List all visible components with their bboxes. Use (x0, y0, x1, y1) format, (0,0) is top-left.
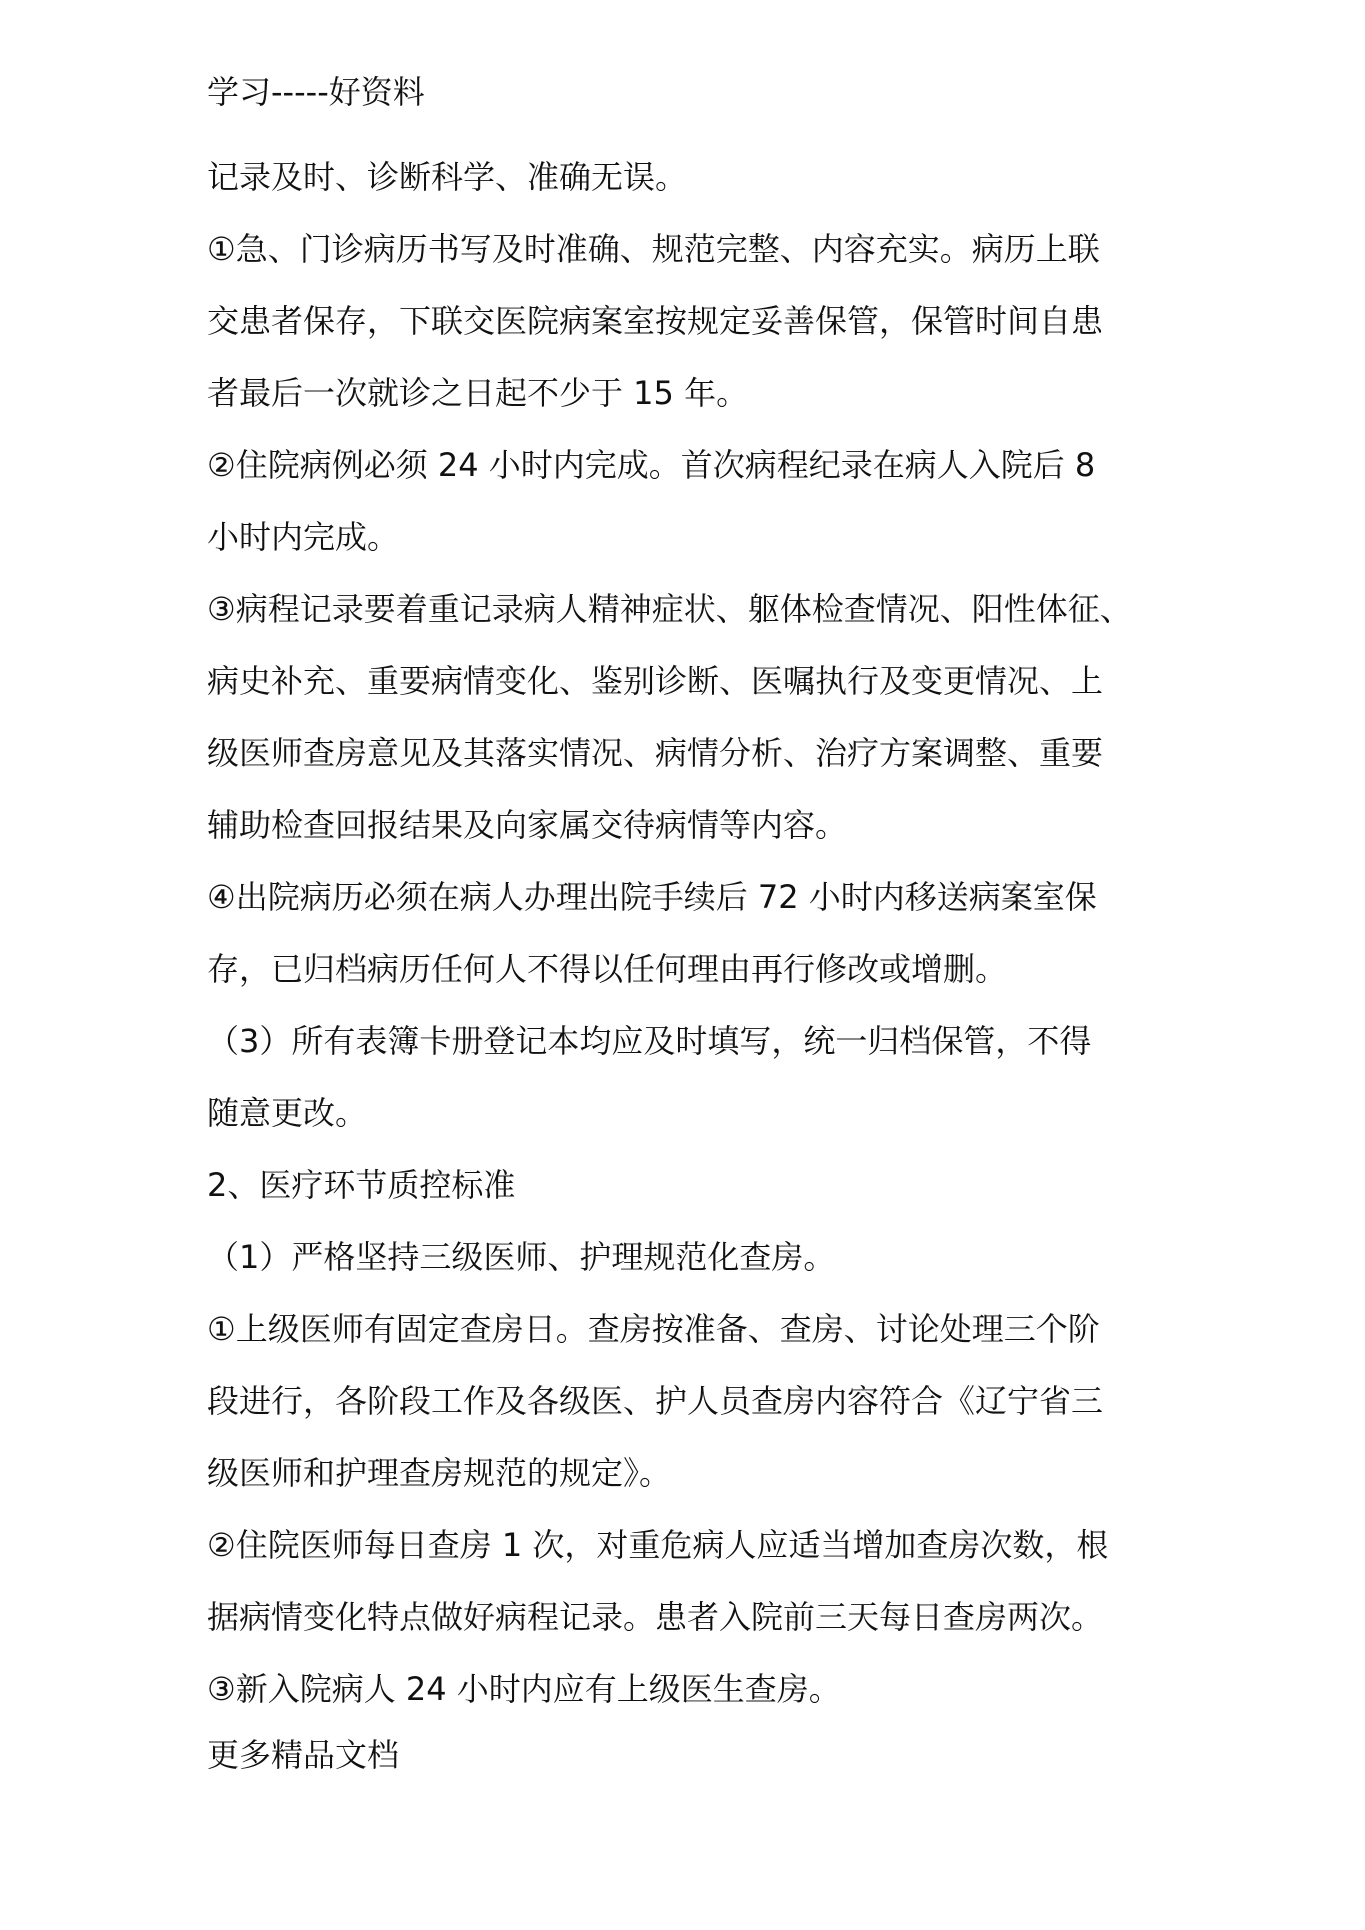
section-heading: 2、医疗环节质控标准 (207, 1166, 516, 1204)
text-line: 者最后一次就诊之日起不少于 15 年。 (207, 374, 749, 412)
text-line: （1）严格坚持三级医师、护理规范化查房。 (207, 1238, 836, 1276)
text-line: ③病程记录要着重记录病人精神症状、躯体检查情况、阳性体征、 (207, 590, 1132, 628)
text-line: 据病情变化特点做好病程记录。患者入院前三天每日查房两次。 (207, 1598, 1104, 1636)
text-line: ④出院病历必须在病人办理出院手续后 72 小时内移送病案室保 (207, 878, 1097, 916)
text-line: 病史补充、重要病情变化、鉴别诊断、医嘱执行及变更情况、上 (207, 662, 1104, 700)
text-line: 级医师查房意见及其落实情况、病情分析、治疗方案调整、重要 (207, 734, 1104, 772)
text-line: 辅助检查回报结果及向家属交待病情等内容。 (207, 806, 848, 844)
text-line: 随意更改。 (207, 1094, 368, 1132)
text-line: 段进行，各阶段工作及各级医、护人员查房内容符合《辽宁省三 (207, 1382, 1104, 1420)
text-line: ①急、门诊病历书写及时准确、规范完整、内容充实。病历上联 (207, 230, 1100, 268)
page-header: 学习-----好资料 (207, 73, 425, 111)
text-line: （3）所有表簿卡册登记本均应及时填写，统一归档保管，不得 (207, 1022, 1092, 1060)
text-line: ③新入院病人 24 小时内应有上级医生查房。 (207, 1670, 841, 1708)
text-line: 级医师和护理查房规范的规定》。 (207, 1454, 672, 1492)
text-line: ①上级医师有固定查房日。查房按准备、查房、讨论处理三个阶 (207, 1310, 1100, 1348)
page-footer: 更多精品文档 (207, 1736, 400, 1774)
text-line: 记录及时、诊断科学、准确无误。 (207, 158, 688, 196)
text-line: 存，已归档病历任何人不得以任何理由再行修改或增删。 (207, 950, 1008, 988)
text-line: ②住院病例必须 24 小时内完成。首次病程纪录在病人入院后 8 (207, 446, 1096, 484)
text-line: 交患者保存，下联交医院病案室按规定妥善保管，保管时间自患 (207, 302, 1104, 340)
document-body (207, 141, 1177, 1725)
text-line: ②住院医师每日查房 1 次，对重危病人应适当增加查房次数，根 (207, 1526, 1109, 1564)
text-line: 小时内完成。 (207, 518, 400, 556)
